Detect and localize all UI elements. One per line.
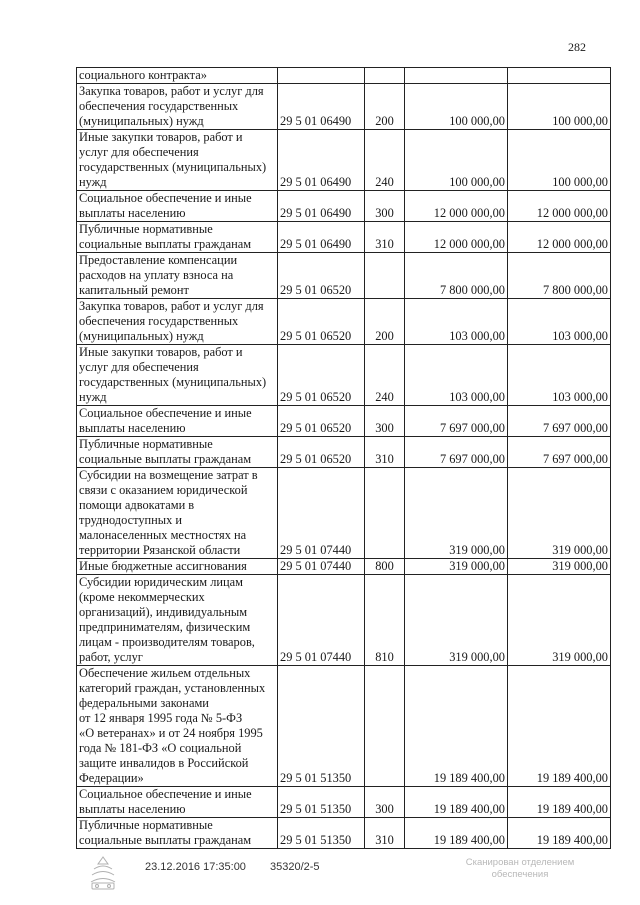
- row-amount-2: [508, 68, 611, 84]
- row-expense-type: 200: [365, 84, 405, 130]
- row-amount-2: 7 697 000,00: [508, 437, 611, 468]
- row-amount-2: 7 800 000,00: [508, 253, 611, 299]
- row-target-code: 29 5 01 06490: [278, 191, 365, 222]
- table-row: [77, 191, 611, 222]
- row-description: Социальное обеспечение и иные выплаты населению: [77, 191, 278, 222]
- table-row: [77, 787, 611, 818]
- row-expense-type: 810: [365, 575, 405, 666]
- row-amount-1: 100 000,00: [405, 84, 508, 130]
- row-amount-1: 7 697 000,00: [405, 437, 508, 468]
- row-description: Социальное обеспечение и иные выплаты населению: [77, 406, 278, 437]
- row-amount-1: 12 000 000,00: [405, 222, 508, 253]
- row-target-code: 29 5 01 06520: [278, 299, 365, 345]
- row-target-code: 29 5 01 06520: [278, 345, 365, 406]
- row-expense-type: 200: [365, 299, 405, 345]
- page-number: 282: [568, 40, 586, 54]
- row-description: социального контракта»: [77, 68, 278, 84]
- registration-seal-icon: [86, 855, 120, 891]
- table-row: [77, 559, 611, 575]
- row-target-code: 29 5 01 07440: [278, 559, 365, 575]
- row-amount-2: 100 000,00: [508, 130, 611, 191]
- row-target-code: 29 5 01 07440: [278, 468, 365, 559]
- row-expense-type: 800: [365, 559, 405, 575]
- row-description: Закупка товаров, работ и услуг для обеспечения государственных (муниципальных) нужд: [77, 84, 278, 130]
- row-target-code: 29 5 01 06520: [278, 406, 365, 437]
- row-description: Субсидии юридическим лицам (кроме некоммерческих организаций), индивидуальным предпринимателям, физическим лицам - производителям товаров, работ, услуг: [77, 575, 278, 666]
- row-amount-2: 103 000,00: [508, 299, 611, 345]
- row-expense-type: 300: [365, 406, 405, 437]
- row-target-code: 29 5 01 07440: [278, 575, 365, 666]
- stamp-date: 23.12.2016 17:35:00: [145, 861, 246, 873]
- row-amount-1: 319 000,00: [405, 559, 508, 575]
- row-amount-2: 319 000,00: [508, 468, 611, 559]
- stamp-document-number: 35320/2-5: [270, 861, 320, 873]
- table-row: [77, 84, 611, 130]
- row-target-code: 29 5 01 06490: [278, 84, 365, 130]
- row-description: Социальное обеспечение и иные выплаты населению: [77, 787, 278, 818]
- row-expense-type: 300: [365, 787, 405, 818]
- row-expense-type: [365, 253, 405, 299]
- row-amount-1: 319 000,00: [405, 575, 508, 666]
- row-target-code: 29 5 01 06520: [278, 253, 365, 299]
- row-amount-2: 319 000,00: [508, 575, 611, 666]
- row-amount-2: 7 697 000,00: [508, 406, 611, 437]
- table-row: [77, 68, 611, 84]
- row-amount-2: 19 189 400,00: [508, 818, 611, 849]
- row-expense-type: [365, 468, 405, 559]
- row-amount-2: 319 000,00: [508, 559, 611, 575]
- row-amount-1: 319 000,00: [405, 468, 508, 559]
- row-expense-type: 300: [365, 191, 405, 222]
- row-amount-1: 100 000,00: [405, 130, 508, 191]
- row-description: Закупка товаров, работ и услуг для обеспечения государственных (муниципальных) нужд: [77, 299, 278, 345]
- row-expense-type: 240: [365, 345, 405, 406]
- table-row: [77, 299, 611, 345]
- row-amount-2: 12 000 000,00: [508, 191, 611, 222]
- scan-watermark: Сканирован отделением обеспечения: [465, 857, 575, 880]
- table-row: [77, 222, 611, 253]
- table-row: [77, 575, 611, 666]
- row-expense-type: 310: [365, 437, 405, 468]
- row-description: Иные закупки товаров, работ и услуг для обеспечения государственных (муниципальных) нужд: [77, 130, 278, 191]
- row-amount-1: 19 189 400,00: [405, 787, 508, 818]
- row-description: Иные бюджетные ассигнования: [77, 559, 278, 575]
- table-row: [77, 253, 611, 299]
- row-amount-2: 12 000 000,00: [508, 222, 611, 253]
- row-amount-2: 103 000,00: [508, 345, 611, 406]
- row-amount-1: 103 000,00: [405, 345, 508, 406]
- row-expense-type: [365, 68, 405, 84]
- row-amount-1: 19 189 400,00: [405, 818, 508, 849]
- row-target-code: 29 5 01 06520: [278, 437, 365, 468]
- row-amount-1: [405, 68, 508, 84]
- row-amount-1: 7 697 000,00: [405, 406, 508, 437]
- row-description: Обеспечение жильем отдельных категорий граждан, установленных федеральными законами от 12 января 1995 года № 5-ФЗ «О ветеранах» и от 24 ноября 1995 года № 181-ФЗ «О социальной защите инвалидов в Российской Федерации»: [77, 666, 278, 787]
- row-description: Субсидии на возмещение затрат в связи с оказанием юридической помощи адвокатами в труднодоступных и малонаселенных местностях на территории Рязанской области: [77, 468, 278, 559]
- row-expense-type: 240: [365, 130, 405, 191]
- row-target-code: 29 5 01 51350: [278, 666, 365, 787]
- row-amount-2: 19 189 400,00: [508, 787, 611, 818]
- document-footer: [0, 859, 640, 899]
- row-description: Публичные нормативные социальные выплаты гражданам: [77, 222, 278, 253]
- row-description: Предоставление компенсации расходов на уплату взноса на капитальный ремонт: [77, 253, 278, 299]
- budget-table-body: [77, 68, 611, 849]
- row-expense-type: 310: [365, 818, 405, 849]
- row-amount-2: 19 189 400,00: [508, 666, 611, 787]
- row-expense-type: [365, 666, 405, 787]
- row-expense-type: 310: [365, 222, 405, 253]
- row-amount-1: 7 800 000,00: [405, 253, 508, 299]
- table-row: [77, 468, 611, 559]
- row-description: Публичные нормативные социальные выплаты гражданам: [77, 437, 278, 468]
- row-amount-1: 19 189 400,00: [405, 666, 508, 787]
- table-row: [77, 437, 611, 468]
- row-description: Иные закупки товаров, работ и услуг для обеспечения государственных (муниципальных) нужд: [77, 345, 278, 406]
- row-amount-1: 103 000,00: [405, 299, 508, 345]
- row-target-code: [278, 68, 365, 84]
- row-target-code: 29 5 01 06490: [278, 130, 365, 191]
- row-target-code: 29 5 01 51350: [278, 787, 365, 818]
- table-row: [77, 666, 611, 787]
- row-target-code: 29 5 01 51350: [278, 818, 365, 849]
- budget-table: [76, 67, 611, 849]
- table-row: [77, 130, 611, 191]
- row-target-code: 29 5 01 06490: [278, 222, 365, 253]
- row-amount-2: 100 000,00: [508, 84, 611, 130]
- row-amount-1: 12 000 000,00: [405, 191, 508, 222]
- table-row: [77, 818, 611, 849]
- table-row: [77, 345, 611, 406]
- table-row: [77, 406, 611, 437]
- row-description: Публичные нормативные социальные выплаты гражданам: [77, 818, 278, 849]
